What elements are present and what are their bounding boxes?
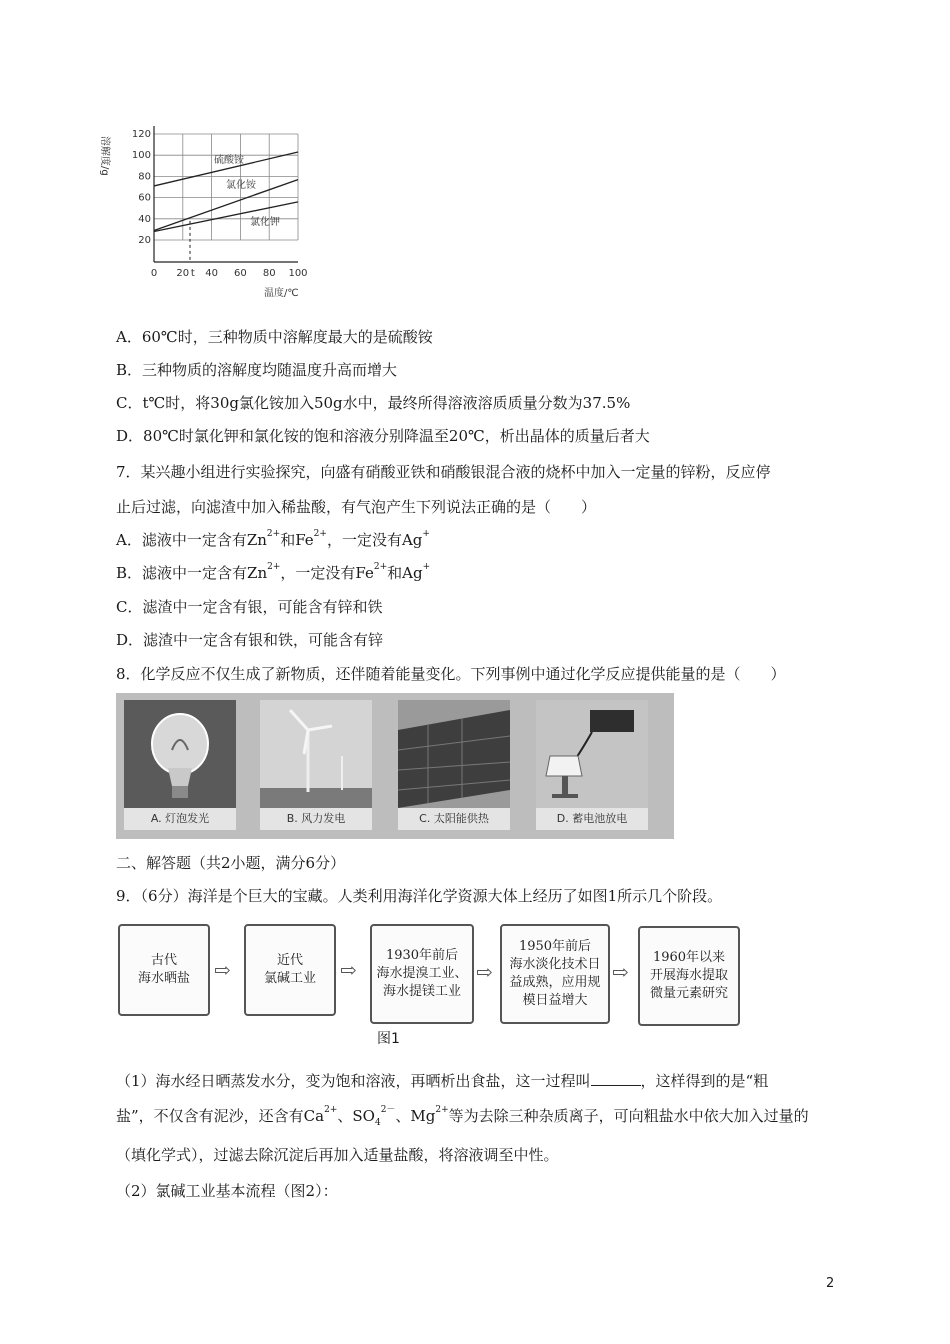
chart-y-label: 溶解度/g: [99, 136, 110, 176]
flow-box-modern: [244, 924, 336, 1016]
light-bulb-icon: [124, 700, 236, 808]
figure-1-label: 图1: [377, 1031, 400, 1047]
caption-solar-heating: C. 太阳能供热: [398, 808, 510, 830]
q7-stem-line2: 止后过滤，向滤渣中加入稀盐酸，有气泡产生下列说法正确的是（ ）: [116, 498, 597, 516]
chart-x-label: 温度/℃: [264, 288, 299, 299]
flow-box-text: 微量元素研究: [649, 986, 728, 1001]
flow-box-text: 海水淡化技术日: [509, 957, 601, 972]
q6-option-c: C．t℃时，将30g氯化铵加入50g水中，最终所得溶液溶质质量分数为37.5%: [116, 394, 631, 412]
flow-arrow-icon: ⇨: [612, 960, 629, 984]
q9-part2: （2）氯碱工业基本流程（图2）：: [116, 1182, 338, 1200]
y-tick-label: 40: [138, 213, 151, 225]
answer-blank[interactable]: [591, 1071, 641, 1086]
flow-box-1930: [370, 924, 474, 1024]
x-tick-label: 60: [234, 268, 247, 279]
flow-box-1960: [638, 926, 740, 1026]
y-tick-label: 20: [138, 235, 151, 246]
y-tick-label: 60: [138, 192, 151, 204]
q7-stem-line1: 7．某兴趣小组进行实验探究，向盛有硝酸亚铁和硝酸银混合液的烧杯中加入一定量的锌粉，反应停: [116, 463, 771, 481]
q8-stem: 8．化学反应不仅生成了新物质，还伴随着能量变化。下列事例中通过化学反应提供能量的是（ ）: [116, 665, 786, 683]
series-label-ammonium-chloride: 氯化铵: [226, 180, 256, 191]
flow-box-text: 海水提溴工业、: [376, 966, 468, 981]
q9-part1-line1: （1）海水经日晒蒸发水分，变为饱和溶液，再晒析出食盐，这一过程叫 ，这样得到的是“粗: [116, 1072, 769, 1090]
flow-box-1950: [500, 924, 610, 1024]
x-tick-label: 40: [205, 268, 218, 279]
flow-box-text: 开展海水提取: [649, 968, 728, 983]
q9-part1-line2: 盐”，不仅含有泥沙，还含有$Ca^{2+}$、$SO_4^{2-}$、$Mg^{2+}$等为去除三种杂质离子，可向粗盐水中依大加入过量的: [116, 1105, 809, 1128]
x-tick-label: 0: [150, 268, 158, 279]
q8-photo-strip: [116, 693, 674, 839]
flow-box-ancient: [118, 924, 210, 1016]
q9-part1-line3: （填化学式），过滤去除沉淀后再加入适量盐酸，将溶液调至中性。: [116, 1146, 559, 1164]
flow-box-text: 1930年前后: [385, 948, 459, 963]
x-tick-label: 80: [262, 268, 276, 279]
flow-box-text: 海水晒盐: [137, 971, 190, 986]
caption-light-bulb: A. 灯泡发光: [124, 808, 236, 830]
photo-solar-heating: [398, 700, 510, 830]
figure-1-flow: [116, 920, 742, 1030]
q6-option-d: D．80℃时氯化钾和氯化铵的饱和溶液分别降温至20℃，析出晶体的质量后者大: [116, 427, 650, 445]
flow-box-text: 古代: [150, 953, 177, 968]
q7-option-a: A．滤液中一定含有$Zn^{2+}$和$Fe^{2+}$，一定没有Ag+: [116, 529, 430, 549]
flow-arrow-icon: ⇨: [340, 958, 357, 982]
flow-box-text: 1960年以来: [652, 950, 726, 965]
wind-turbine-icon: [260, 700, 372, 808]
battery-lamp-icon: [536, 700, 648, 808]
page-number: 2: [826, 1276, 835, 1291]
q6-option-b: B．三种物质的溶解度均随温度升高而增大: [116, 361, 398, 379]
photo-light-bulb: [124, 700, 236, 830]
flow-box-text: 氯碱工业: [263, 971, 316, 986]
series-label-potassium-chloride: 氯化钾: [250, 217, 280, 228]
photo-wind-power: [260, 700, 372, 830]
x-tick-label: t: [190, 268, 195, 279]
y-tick-label: 80: [138, 171, 151, 183]
q9-stem: 9．（6分）海洋是个巨大的宝藏。人类利用海洋化学资源大体上经历了如图1所示几个阶段。: [116, 887, 723, 905]
flow-box-text: 益成熟，应用规: [509, 975, 601, 990]
chart-ticks: [132, 129, 308, 279]
y-tick-label: 120: [131, 129, 151, 140]
x-tick-label: 100: [288, 268, 308, 279]
caption-battery-discharge: D. 蓄电池放电: [536, 808, 648, 830]
flow-arrow-icon: ⇨: [214, 958, 231, 982]
q7-option-b: B．滤液中一定含有$Zn^{2+}$，一定没有$Fe^{2+}$和Ag+: [116, 562, 431, 582]
flow-box-text: 海水提镁工业: [382, 984, 461, 999]
series-label-ammonium-sulfate: 硫酸铵: [214, 155, 244, 166]
flow-box-text: 模日益增大: [522, 993, 588, 1008]
solubility-chart: [99, 122, 320, 300]
photo-battery-discharge: [536, 700, 648, 830]
flow-arrow-icon: ⇨: [476, 960, 493, 984]
section-2-heading: 二、解答题（共2小题，满分6分）: [116, 854, 346, 872]
q6-option-a: A．60℃时，三种物质中溶解度最大的是硫酸铵: [116, 328, 433, 346]
q7-option-d: D．滤渣中一定含有银和铁，可能含有锌: [116, 631, 384, 649]
flow-box-text: 近代: [276, 953, 303, 968]
caption-wind-power: B. 风力发电: [260, 808, 372, 830]
x-tick-label: 20: [176, 268, 190, 279]
solar-panel-icon: [398, 700, 510, 808]
q7-option-c: C．滤渣中一定含有银，可能含有锌和铁: [116, 598, 383, 616]
y-tick-label: 100: [131, 150, 151, 162]
flow-box-text: 1950年前后: [518, 939, 592, 954]
chart-grid: [154, 126, 298, 262]
